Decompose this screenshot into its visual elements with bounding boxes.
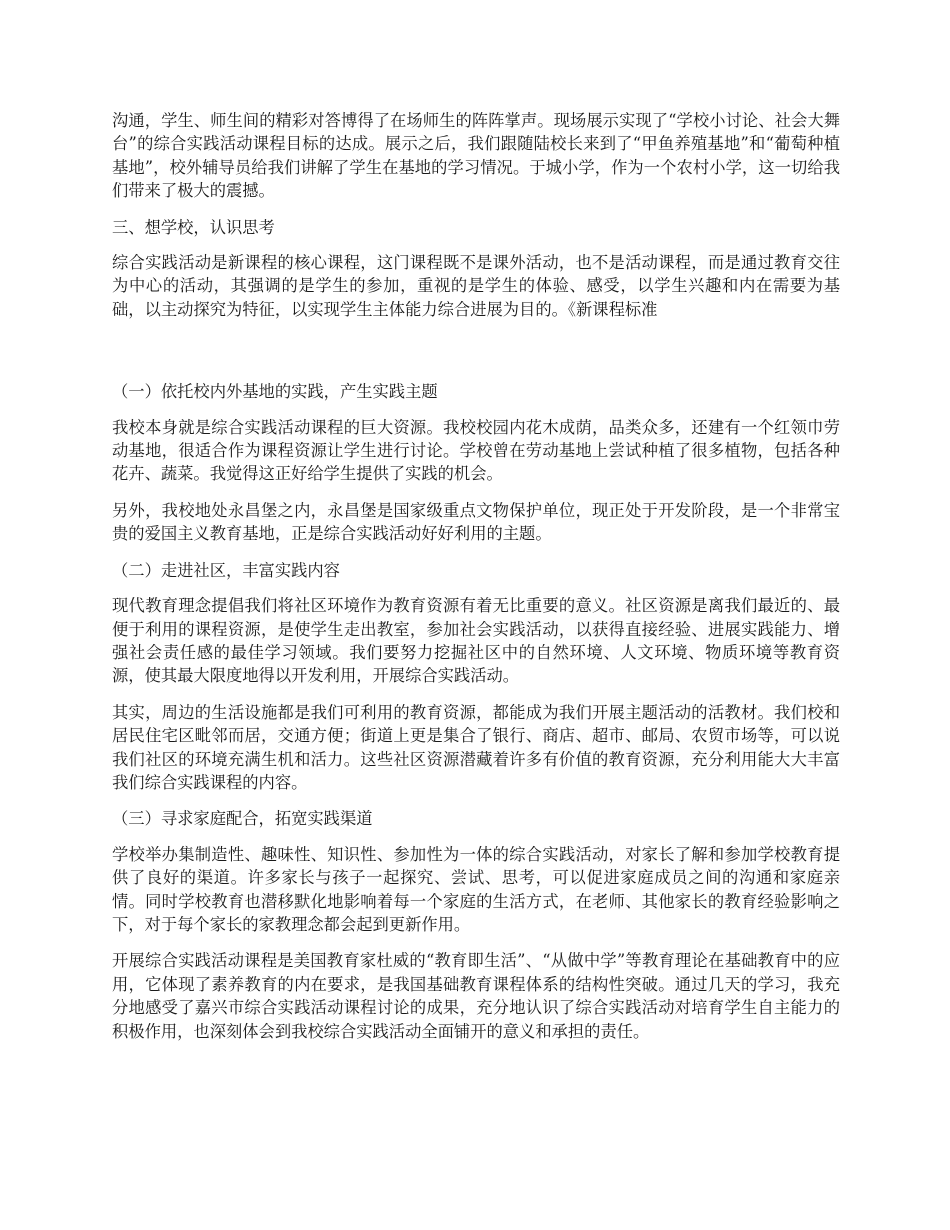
paragraph-conclusion: 开展综合实践活动课程是美国教育家杜威的“教育即生活”、“从做中学”等教育理论在基础教育中的应用，它体现了素养教育的内在要求，是我国基础教育课程体系的结构性突破。通过几天的学习，我充分地感受了嘉兴市综合实践活动课程讨论的成果，充分地认识了综合实践活动对培育学生自主能力的积极作用，也深刻体会到我校综合实践活动全面铺开的意义和承担的责任。 bbox=[112, 951, 840, 1041]
subheading-three-family: （三）寻求家庭配合，拓宽实践渠道 bbox=[112, 809, 373, 829]
paragraph-yongchang-fort: 另外，我校地处永昌堡之内，永昌堡是国家级重点文物保护单位，现正处于开发阶段，是一个非常宝贵的爱国主义教育基地，正是综合实践活动好好利用的主题。 bbox=[112, 500, 840, 544]
subheading-one-base-practice: （一）依托校内外基地的实践，产生实践主题 bbox=[112, 382, 438, 402]
subheading-two-community: （二）走进社区，丰富实践内容 bbox=[112, 560, 340, 580]
paragraph-surrounding-facilities: 其实，周边的生活设施都是我们可利用的教育资源，都能成为我们开展主题活动的活教材。我们校和居民住宅区毗邻而居，交通方便；街道上更是集合了银行、商店、超市、邮局、农贸市场等，可以说我们社区的环境充满生机和活力。这些社区资源潜藏着许多有价值的教育资源，充分利用能大大丰富我们综合实践课程的内容。 bbox=[112, 702, 840, 792]
paragraph-core-course: 综合实践活动是新课程的核心课程，这门课程既不是课外活动，也不是活动课程，而是通过教育交往为中心的活动，其强调的是学生的参加，重视的是学生的体验、感受，以学生兴趣和内在需要为基础，以主动探究为特征，以实现学生主体能力综合进展为目的。《新课程标准 bbox=[112, 253, 840, 319]
blank-spacer bbox=[112, 334, 840, 380]
document-page bbox=[112, 109, 840, 1056]
paragraph-campus-resource: 我校本身就是综合实践活动课程的巨大资源。我校校园内花木成荫，品类众多，还建有一个红领巾劳动基地，很适合作为课程资源让学生进行讨论。学校曾在劳动基地上尝试种植了很多植物，包括各种花卉、蔬菜。我觉得这正好给学生提供了实践的机会。 bbox=[112, 417, 840, 484]
section-heading-three: 三、想学校，认识思考 bbox=[112, 217, 275, 237]
paragraph-intro-exchange: 沟通，学生、师生间的精彩对答博得了在场师生的阵阵掌声。现场展示实现了“学校小讨论、社会大舞台”的综合实践活动课程目标的达成。展示之后，我们跟随陆校长来到了“甲鱼养殖基地”和“葡萄种植基地”，校外辅导员给我们讲解了学生在基地的学习情况。于城小学，作为一个农村小学，这一切给我们带来了极大的震撼。 bbox=[112, 111, 840, 201]
paragraph-community-resource: 现代教育理念提倡我们将社区环境作为教育资源有着无比重要的意义。社区资源是离我们最近的、最便于利用的课程资源，是使学生走出教室，参加社会实践活动，以获得直接经验、进展实践能力、增强社会责任感的最佳学习领域。我们要努力挖掘社区中的自然环境、人文环境、物质环境等教育资源，使其最大限度地得以开发利用，开展综合实践活动。 bbox=[112, 596, 840, 686]
paragraph-family-cooperation: 学校举办集制造性、趣味性、知识性、参加性为一体的综合实践活动，对家长了解和参加学校教育提供了良好的渠道。许多家长与孩子一起探究、尝试、思考，可以促进家庭成员之间的沟通和家庭亲情。同时学校教育也潜移默化地影响着每一个家庭的生活方式，在老师、其他家长的教育经验影响之下，对于每个家长的家教理念都会起到更新作用。 bbox=[112, 844, 840, 934]
